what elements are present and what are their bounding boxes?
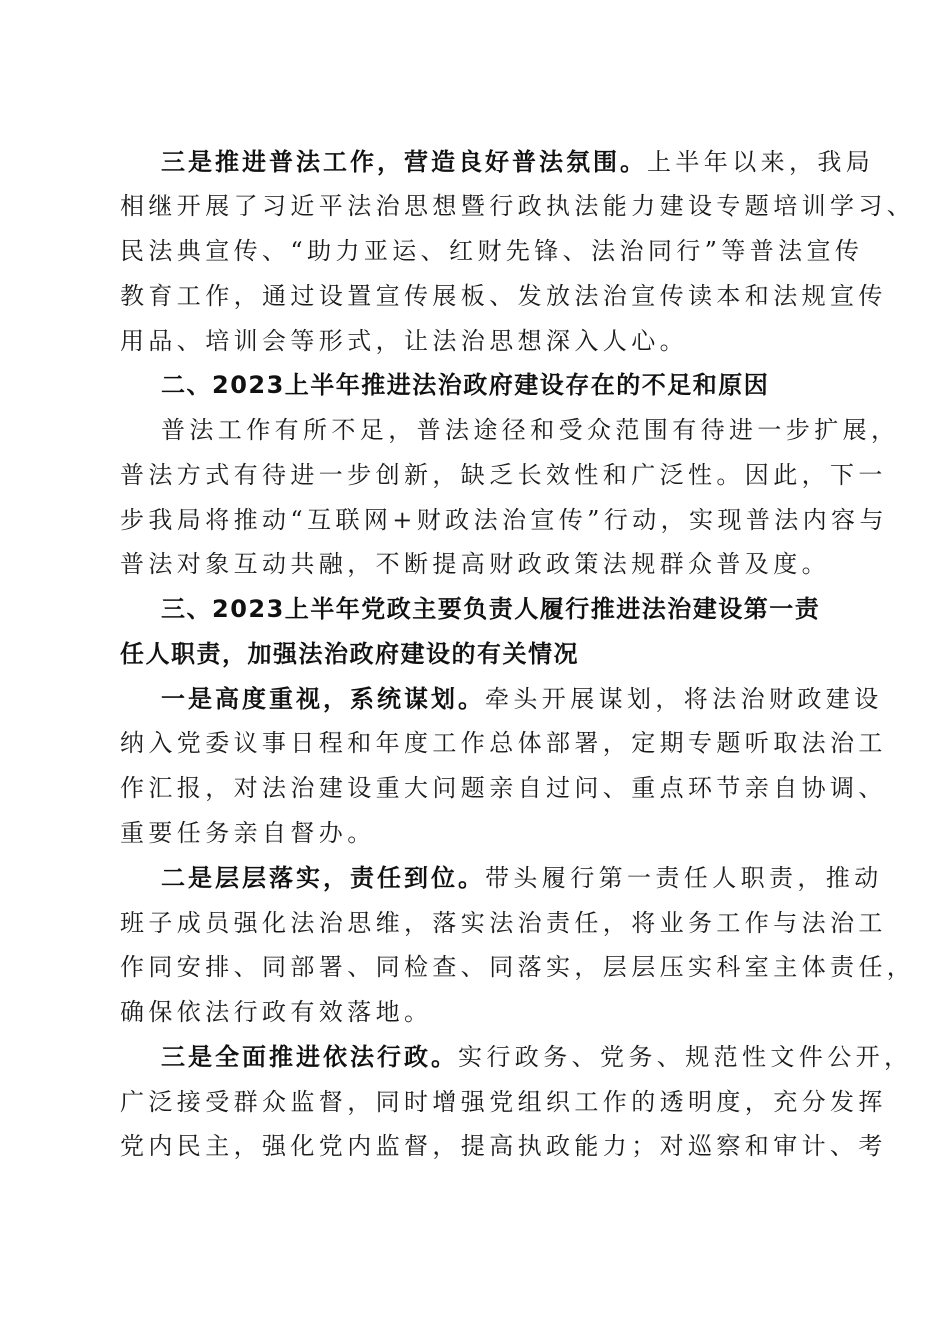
paragraph-line: 作汇报，对法治建设重大问题亲自过问、重点环节亲自协调、	[120, 774, 887, 802]
paragraph-line: 纳入党委议事日程和年度工作总体部署，定期专题听取法治工	[120, 729, 887, 757]
paragraph-line: 相继开展了习近平法治思想暨行政执法能力建设专题培训学习、	[120, 192, 916, 220]
paragraph-line: 步我局将推动“互联网+财政法治宣传”行动，实现普法内容与	[120, 506, 888, 534]
paragraph-line: 三是全面推进依法行政。实行政务、党务、规范性文件公开，	[161, 1043, 913, 1071]
paragraph-line: 确保依法行政有效落地。	[120, 998, 433, 1026]
paragraph-line: 作同安排、同部署、同检查、同落实，层层压实科室主体责任，	[120, 953, 916, 981]
paragraph-line: 党内民主，强化党内监督，提高执政能力；对巡察和审计、考	[120, 1132, 887, 1160]
paragraph-lead: 二是层层落实，责任到位。	[161, 864, 485, 892]
section-heading: 二、2023上半年推进法治政府建设存在的不足和原因	[161, 371, 770, 399]
paragraph-line: 普法工作有所不足，普法途径和受众范围有待进一步扩展，	[161, 416, 900, 444]
paragraph-line: 民法典宣传、“助力亚运、红财先锋、法治同行”等普法宣传	[120, 237, 864, 265]
paragraph-lead: 三是全面推进依法行政。	[161, 1043, 458, 1071]
paragraph-line: 用品、培训会等形式，让法治思想深入人心。	[120, 327, 688, 355]
section-heading: 三、2023上半年党政主要负责人履行推进法治建设第一责	[161, 595, 821, 623]
paragraph-lead: 一是高度重视，系统谋划。	[161, 685, 485, 713]
paragraph-line: 二是层层落实，责任到位。带头履行第一责任人职责，推动	[161, 864, 883, 892]
paragraph-line: 班子成员强化法治思维，落实法治责任，将业务工作与法治工	[120, 909, 887, 937]
paragraph-line: 教育工作，通过设置宣传展板、发放法治宣传读本和法规宣传	[120, 282, 887, 310]
paragraph-line: 普法方式有待进一步创新，缺乏长效性和广泛性。因此，下一	[120, 461, 887, 489]
paragraph-line: 一是高度重视，系统谋划。牵头开展谋划，将法治财政建设	[161, 685, 883, 713]
paragraph-line: 广泛接受群众监督，同时增强党组织工作的透明度，充分发挥	[120, 1088, 887, 1116]
paragraph-line: 重要任务亲自督办。	[120, 819, 376, 847]
section-heading-continued: 任人职责，加强法治政府建设的有关情况	[120, 640, 579, 668]
paragraph-line: 普法对象互动共融，不断提高财政政策法规群众普及度。	[120, 550, 830, 578]
paragraph-lead: 三是推进普法工作，营造良好普法氛围。	[161, 148, 647, 176]
paragraph-line: 三是推进普法工作，营造良好普法氛围。上半年以来，我局	[161, 148, 875, 176]
